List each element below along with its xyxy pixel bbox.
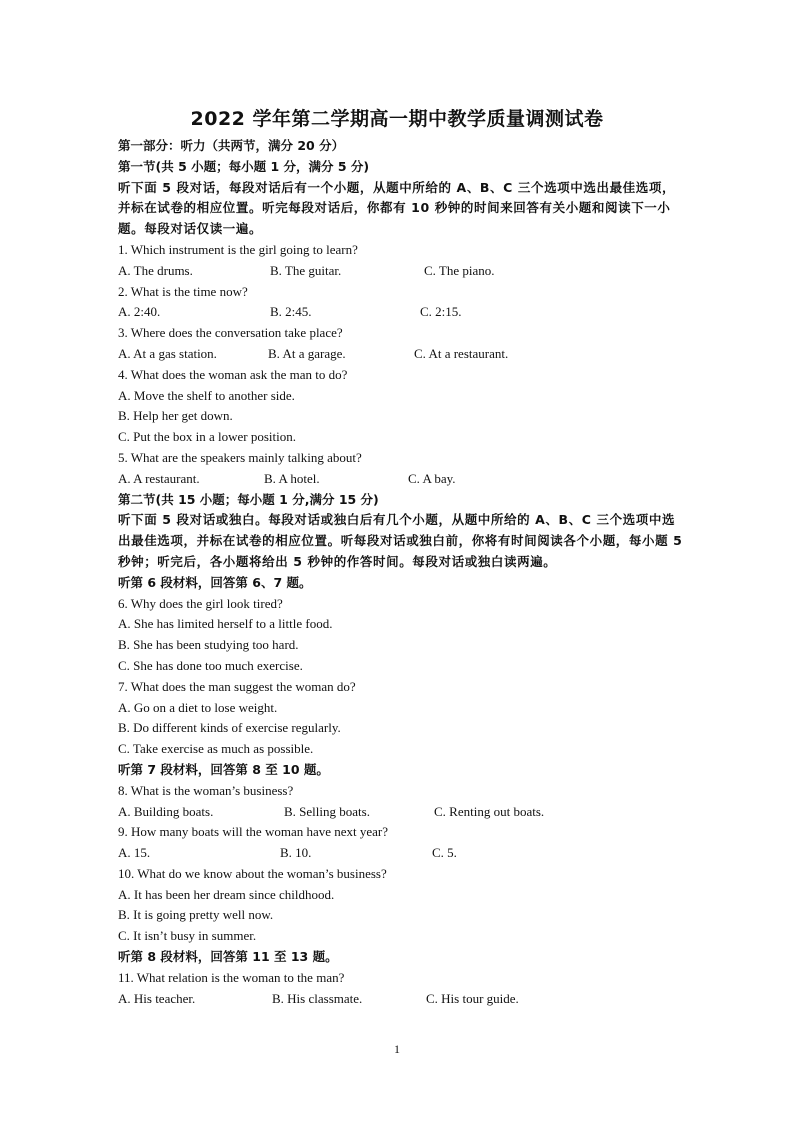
question-8-options [118,802,688,823]
option-c: C. Take exercise as much as possible. [118,741,314,757]
question-1: 1. Which instrument is the girl going to learn? [118,241,358,257]
option-a: A. She has limited herself to a little food. [118,616,333,632]
material-6-header: 听第 6 段材料，回答第 6、7 题。 [118,574,312,590]
exam-content [118,136,688,1009]
section1-instructions: 听下面 5 段对话，每段对话后有一个小题，从题中所给的 A、B、C 三个选项中选出最佳选项，并标在试卷的相应位置。听完每段对话后，你都有 10 秒钟的时间来回答有关小题和阅读下一小题。每段对话仅读一遍。 [118,179,676,237]
option-a: A. His teacher. [118,990,196,1006]
option-b: B. His classmate. [272,990,363,1006]
option-a: A. Move the shelf to another side. [118,387,295,403]
question-8: 8. What is the woman’s business? [118,782,294,798]
option-c: C. His tour guide. [426,990,519,1006]
section1-header: 第一节(共 5 小题；每小题 1 分，满分 5 分) [118,158,370,174]
option-c: C. It isn’t busy in summer. [118,928,257,944]
question-11-options [118,989,688,1010]
option-b: B. Help her get down. [118,408,233,424]
question-5-options [118,469,688,490]
section2-instructions: 听下面 5 段对话或独白。每段对话或独白后有几个小题，从题中所给的 A、B、C 三个选项中选出最佳选项，并标在试卷的相应位置。听每段对话或独白前，你将有时间阅读各个小题，每小题 5 秒钟；听完后，各小题将给出 5 秒钟的作答时间。每段对话或独白读两遍。 [118,512,683,569]
page-number: 1 [394,1042,400,1056]
question-10: 10. What do we know about the woman’s business? [118,865,387,881]
option-b: B. She has been studying too hard. [118,637,299,653]
option-c: C. She has done too much exercise. [118,657,303,673]
question-11: 11. What relation is the woman to the man? [118,969,345,985]
question-5: 5. What are the speakers mainly talking about? [118,449,362,465]
question-3: 3. Where does the conversation take place? [118,325,343,341]
option-a: A. Building boats. [118,803,214,819]
option-a: A. A restaurant. [118,470,200,486]
option-b: B. The guitar. [270,262,342,278]
question-2: 2. What is the time now? [118,283,248,299]
option-c: C. 2:15. [420,304,462,320]
option-b: B. At a garage. [268,345,346,361]
option-b: B. It is going pretty well now. [118,907,274,923]
section2-header: 第二节(共 15 小题；每小题 1 分,满分 15 分) [118,491,379,507]
option-c: C. A bay. [408,470,456,486]
material-8-header: 听第 8 段材料，回答第 11 至 13 题。 [118,949,338,965]
question-9-options [118,843,688,864]
question-4: 4. What does the woman ask the man to do? [118,366,348,382]
option-b: B. Selling boats. [284,803,370,819]
option-a: A. At a gas station. [118,345,217,361]
option-c: C. Put the box in a lower position. [118,429,297,445]
option-c: C. The piano. [424,262,495,278]
question-7: 7. What does the man suggest the woman do? [118,678,356,694]
question-2-options [118,302,688,323]
option-a: A. Go on a diet to lose weight. [118,699,278,715]
option-a: A. 2:40. [118,304,161,320]
question-9: 9. How many boats will the woman have next year? [118,824,389,840]
option-a: A. The drums. [118,262,193,278]
option-b: B. 10. [280,845,312,861]
part-header: 第一部分：听力（共两节，满分 20 分） [118,138,345,153]
option-b: B. 2:45. [270,304,312,320]
option-a: A. 15. [118,845,151,861]
question-6: 6. Why does the girl look tired? [118,595,283,611]
option-c: C. Renting out boats. [434,803,545,819]
option-b: B. A hotel. [264,470,320,486]
option-c: C. At a restaurant. [414,345,509,361]
option-c: C. 5. [432,845,457,861]
exam-title: 2022 学年第二学期高一期中教学质量调测试卷 [190,108,604,130]
question-1-options [118,261,688,282]
option-b: B. Do different kinds of exercise regularly. [118,720,341,736]
material-7-header: 听第 7 段材料，回答第 8 至 10 题。 [118,761,329,777]
question-3-options [118,344,688,365]
option-a: A. It has been her dream since childhood. [118,886,335,902]
